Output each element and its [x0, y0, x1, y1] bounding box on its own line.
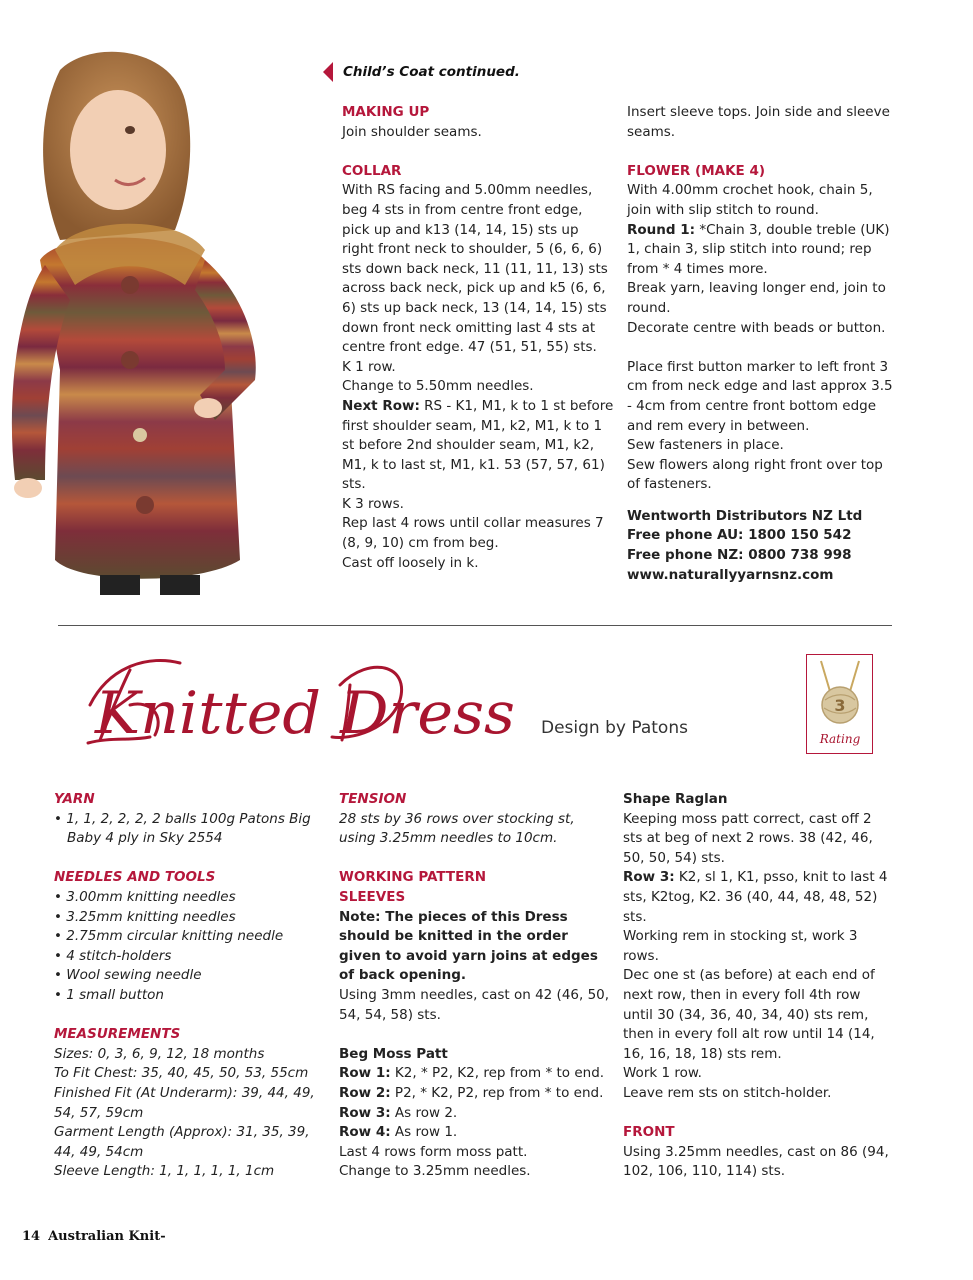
collar-text-1: With RS facing and 5.00mm needles, beg 4 sts in from centre front edge, pick up and k13 (14, 14, 15) sts up right front neck to shoulder, 5 (6, 6, 6) sts down back neck, 11 (11, 11, 13) sts across back neck, pick up and k5 (6, 6, 6) sts up back neck, 13 (14, 14, 15) sts down front neck omitting last 4 sts at centre front edge. 47 (51, 51, 55) sts.: [342, 182, 608, 356]
place-text-1: Place first button marker to left front 3 cm from neck edge and last approx 3.5 - 4cm from centre front bottom edge and rem every in between.: [627, 358, 893, 434]
list-item: • 1 small button: [54, 986, 164, 1003]
raglan-text-1: Keeping moss patt correct, cast off 2 sts at beg of next 2 rows. 38 (42, 46, 50, 50, 54) sts.: [623, 810, 873, 866]
design-by: Design by Patons: [541, 718, 688, 738]
row2-paragraph: Row 2: P2, * K2, P2, rep from * to end.: [339, 1084, 604, 1101]
raglan-text-5: Leave rem sts on stitch-holder.: [623, 1084, 832, 1101]
place-text-3: Sew flowers along right front over top of fasteners.: [627, 456, 883, 493]
collar-text-5: Rep last 4 rows until collar measures 7 (8, 9, 10) cm from beg.: [342, 515, 604, 552]
list-item: • 4 stitch-holders: [54, 947, 172, 964]
raglan-text-2: Working rem in stocking st, work 3 rows.: [623, 928, 858, 964]
lower-column-3: [623, 790, 891, 1182]
raglan-heading: Shape Raglan: [623, 791, 728, 807]
collar-text-2: K 1 row.: [342, 358, 396, 375]
yarn-ball-icon: [807, 655, 872, 753]
list-item: • Wool sewing needle: [54, 967, 202, 984]
list-item: • 3.25mm knitting needles: [54, 908, 236, 925]
measurements-chest: To Fit Chest: 35, 40, 45, 50, 53, 55cm: [54, 1065, 309, 1082]
making-up-heading: MAKING UP: [342, 104, 430, 120]
list-item: • 2.75mm circular knitting needle: [54, 928, 284, 945]
lower-column-2: [339, 790, 611, 1182]
front-heading: FRONT: [623, 1124, 675, 1141]
collar-text-3: Change to 5.50mm needles.: [342, 378, 534, 395]
moss-heading: Beg Moss Patt: [339, 1045, 448, 1062]
measurements-length: Garment Length (Approx): 31, 35, 39, 44, 49, 54cm: [54, 1124, 310, 1160]
phone-au: Free phone AU: 1800 150 542: [627, 527, 852, 544]
measurements-sizes: Sizes: 0, 3, 6, 9, 12, 18 months: [54, 1045, 265, 1062]
collar-text-4: K 3 rows.: [342, 495, 404, 512]
child-coat-photo: [0, 40, 300, 595]
next-row-paragraph: [342, 397, 614, 495]
tension-text: 28 sts by 36 rows over stocking st, using 3.25mm needles to 10cm.: [339, 810, 575, 847]
insert-sleeves-text: Insert sleeve tops. Join side and sleeve seams.: [627, 104, 890, 140]
next-row-text: RS - K1, M1, k to 1 st before first shoulder seam, M1, k2, M1, k to 1 st before 2nd shoulder seam, M1, k2, M1, k to last st, M1, k1. 53 (57, 57, 61) sts.: [342, 397, 614, 493]
moss-text-1: Last 4 rows form moss patt.: [339, 1143, 528, 1160]
collar-heading: COLLAR: [342, 162, 402, 179]
flower-text-2: Break yarn, leaving longer end, join to round.: [627, 280, 886, 316]
continued-title: Child’s Coat continued.: [343, 64, 520, 80]
needles-list: [54, 888, 326, 1006]
upper-column-2: [627, 103, 895, 585]
continued-header: [323, 60, 520, 84]
round1-paragraph: [627, 221, 895, 280]
knitted-dress-title-text: Knitted Dress: [93, 679, 515, 747]
raglan-row3-paragraph: Row 3: K2, sl 1, K1, psso, knit to last 4 sts, K2tog, K2. 36 (40, 44, 48, 48, 52) sts.: [623, 869, 888, 925]
measurements-heading: MEASUREMENTS: [54, 1026, 181, 1043]
tension-heading: TENSION: [339, 791, 407, 807]
raglan-text-4: Work 1 row.: [623, 1065, 702, 1082]
note-text: Note: The pieces of this Dress should be knitted in the order given to avoid yarn joins at edges of back opening.: [339, 908, 598, 984]
lower-column-1: [54, 790, 326, 1182]
flower-text-1: With 4.00mm crochet hook, chain 5, join with slip stitch to round.: [627, 182, 873, 218]
magazine-name: Australian Knit-: [48, 1229, 166, 1244]
front-text-1: Using 3.25mm needles, cast on 86 (94, 102, 106, 110, 114) sts.: [623, 1143, 889, 1180]
round1-label: Round 1:: [627, 221, 696, 238]
sleeves-heading: SLEEVES: [339, 888, 406, 905]
rating-badge: [806, 654, 873, 754]
row1-paragraph: Row 1: K2, * P2, K2, rep from * to end.: [339, 1065, 605, 1082]
section-divider: [58, 625, 892, 626]
measurements-finished: Finished Fit (At Underarm): 39, 44, 49, 54, 57, 59cm: [54, 1084, 315, 1121]
round1-text: *Chain 3, double treble (UK) 1, chain 3, slip stitch into round; rep from * 4 times more.: [627, 221, 890, 277]
measurements-sleeve: Sleeve Length: 1, 1, 1, 1, 1, 1cm: [54, 1163, 275, 1180]
flower-text-3: Decorate centre with beads or button.: [627, 319, 886, 336]
distributor-name: Wentworth Distributors NZ Ltd: [627, 507, 863, 524]
distributor-website: www.naturallyyarnsnz.com: [627, 566, 834, 583]
row4-paragraph: Row 4: As row 1.: [339, 1124, 458, 1141]
next-row-label: Next Row:: [342, 397, 420, 414]
page-number: 14: [22, 1229, 41, 1244]
phone-nz: Free phone NZ: 0800 738 998: [627, 547, 852, 564]
cast-on-text: Using 3mm needles, cast on 42 (46, 50, 54, 54, 58) sts.: [339, 986, 610, 1023]
left-triangle-icon: [323, 62, 333, 82]
upper-column-1: [342, 103, 614, 573]
raglan-text-3: Dec one st (as before) at each end of next row, then in every foll 4th row until 30 (34, 36, 40, 34, 40) sts rem, then in every foll alt row until 14 (14, 16, 16, 18, 18) sts rem.: [623, 967, 875, 1062]
yarn-heading: YARN: [54, 791, 95, 807]
rating-value: 3: [834, 696, 846, 715]
page-footer: [22, 1229, 166, 1244]
place-text-2: Sew fasteners in place.: [627, 437, 784, 454]
row3-paragraph: Row 3: As row 2.: [339, 1104, 458, 1121]
working-pattern-heading: WORKING PATTERN: [339, 869, 487, 886]
making-up-text: Join shoulder seams.: [342, 123, 482, 140]
yarn-list: [54, 810, 326, 849]
knitted-dress-title: [70, 645, 540, 755]
needles-heading: NEEDLES AND TOOLS: [54, 869, 216, 886]
moss-text-2: Change to 3.25mm needles.: [339, 1163, 531, 1180]
list-item: • 3.00mm knitting needles: [54, 888, 236, 905]
rating-label: Rating: [819, 732, 861, 746]
collar-text-6: Cast off loosely in k.: [342, 554, 479, 571]
list-item: • 1, 1, 2, 2, 2, 2 balls 100g Patons Big Baby 4 ply in Sky 2554: [54, 810, 311, 847]
flower-heading: FLOWER (MAKE 4): [627, 162, 766, 179]
